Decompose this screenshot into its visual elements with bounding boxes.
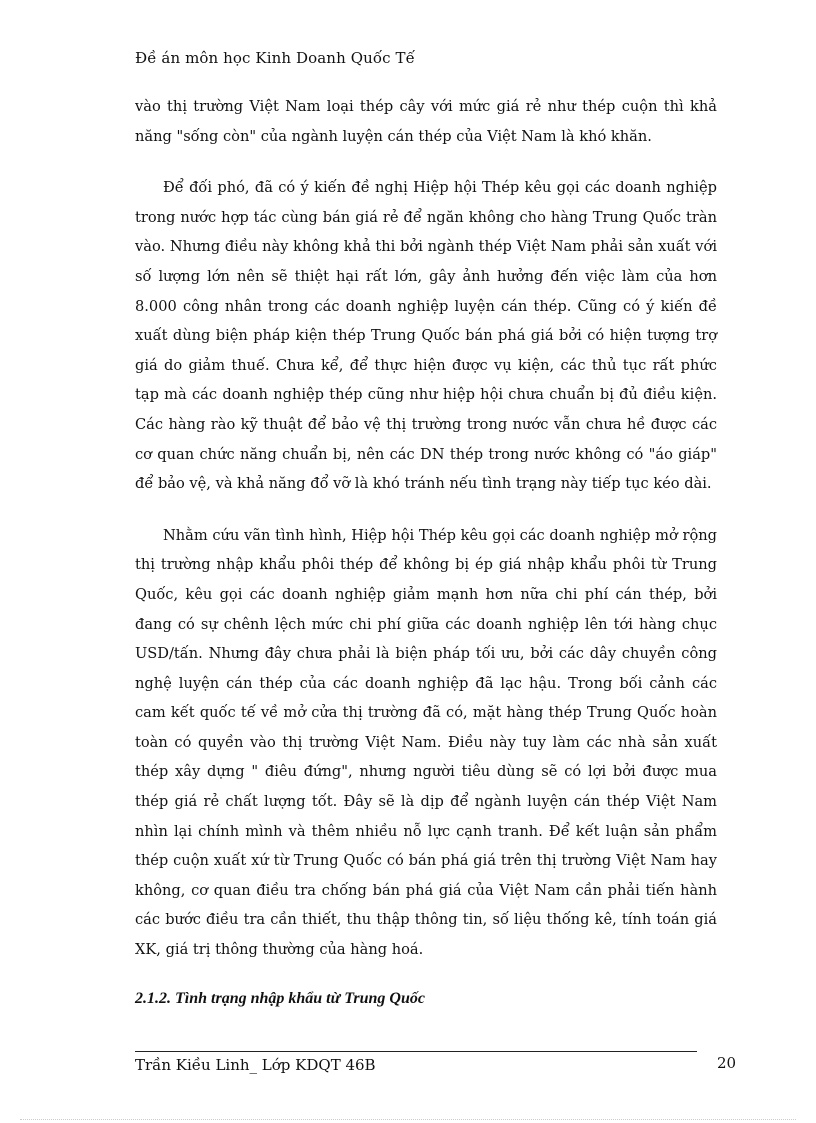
page-bottom-edge xyxy=(20,1119,796,1120)
paragraph-2: Để đối phó, đã có ý kiến đề nghị Hiệp hội Thép kêu gọi các doanh nghiệp trong nước hợp tác cùng bán giá rẻ để ngăn không cho hàng Trung Quốc tràn vào. Nhưng điều này không khả thi bởi ngành thép Việt Nam phải sản xuất với số lượng lớn nên sẽ thiệt hại rất lớn, gây ảnh hưởng đến việc làm của hơn 8.000 công nhân trong các doanh nghiệp luyện cán thép. Cũng có ý kiến đề xuất dùng biện pháp kiện thép Trung Quốc bán phá giá bởi có hiện tượng trợ giá do giảm thuế. Chưa kể, để thực hiện được vụ kiện, các thủ tục rất phức tạp mà các doanh nghiệp thép cũng như hiệp hội chưa chuẩn bị đủ điều kiện. Các hàng rào kỹ thuật để bảo vệ thị trường trong nước vẫn chưa hề được các cơ quan chức năng chuẩn bị, nên các DN thép trong nước không có "áo giáp" để bảo vệ, và khả năng đổ vỡ là khó tránh nếu tình trạng này tiếp tục kéo dài. xyxy=(135,179,717,493)
paragraph-3: Nhằm cứu vãn tình hình, Hiệp hội Thép kêu gọi các doanh nghiệp mở rộng thị trường nhập khẩu phôi thép để không bị ép giá nhập khẩu phôi từ Trung Quốc, kêu gọi các doanh nghiệp giảm mạnh hơn nữa chi phí cán thép, bởi đang có sự chênh lệch mức chi phí giữa các doanh nghiệp lên tới hàng chục USD/tấn. Nhưng đây chưa phải là biện pháp tối ưu, bởi các dây chuyền công nghệ luyện cán thép của các doanh nghiệp đã lạc hậu. Trong bối cảnh các cam kết quốc tế về mở cửa thị trường đã có, mặt hàng thép Trung Quốc hoàn toàn có quyền vào thị trường Việt Nam. Điều này tuy làm các nhà sản xuất thép xây dựng " điêu đứng", nhưng người tiêu dùng sẽ có lợi bởi được mua thép giá rẻ chất lượng tốt. Đây sẽ là dịp để ngành luyện cán thép Việt Nam nhìn lại chính mình và thêm nhiều nỗ lực cạnh tranh. Để kết luận sản phẩm thép cuộn xuất xứ từ Trung Quốc có bán phá giá trên thị trường Việt Nam hay không, cơ quan điều tra chống bán phá giá của Việt Nam cần phải tiến hành các bước điều tra cần thiết, thu thập thông tin, số liệu thống kê, tính toán giá XK, giá trị thông thường của hàng hoá. xyxy=(135,526,717,959)
body-text xyxy=(135,92,717,1013)
footer-author: Trần Kiều Linh_ Lớp KDQT 46B xyxy=(135,1056,376,1074)
footer-rule xyxy=(135,1051,697,1052)
paragraph-1: vào thị trường Việt Nam loại thép cây với mức giá rẻ như thép cuộn thì khả năng "sống còn" của ngành luyện cán thép của Việt Nam là khó khăn. xyxy=(135,98,717,145)
section-heading: 2.1.2. Tình trạng nhập khẩu từ Trung Quốc xyxy=(135,989,425,1007)
page-number: 20 xyxy=(717,1054,737,1072)
page-header-title: Đề án môn học Kinh Doanh Quốc Tế xyxy=(135,49,415,67)
